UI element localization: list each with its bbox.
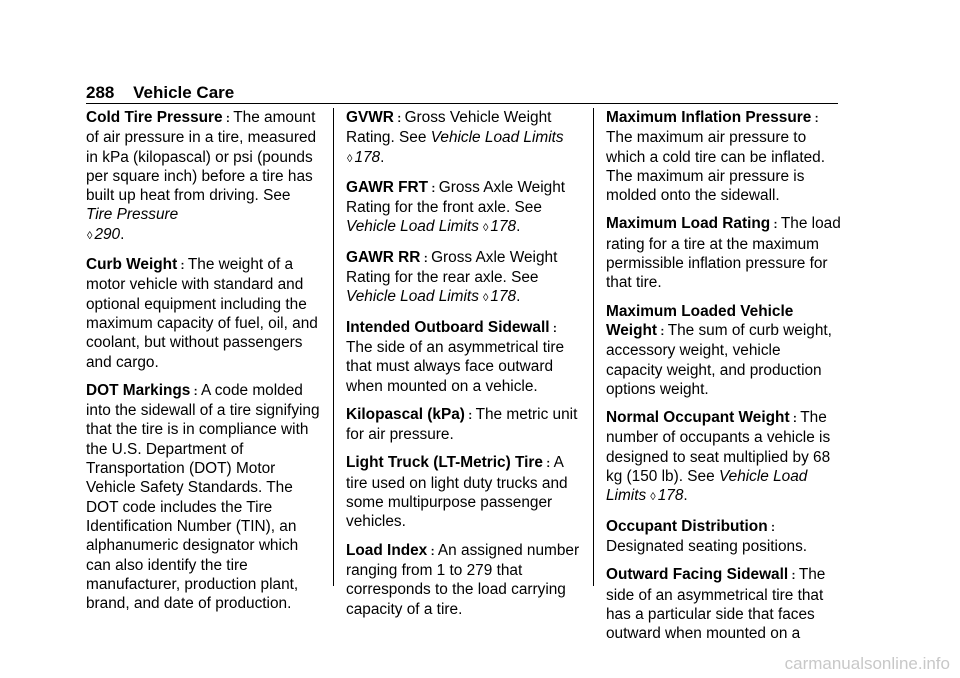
glossary-entry: GAWR RR : Gross Axle Weight Rating for the rear axle. See Vehicle Load Limits ◊ 178. (346, 248, 558, 306)
definition-tail: . (683, 487, 688, 505)
glossary-entry: Occupant Distribution : Designated seating positions. (606, 517, 808, 555)
glossary-term: Occupant Distribution (606, 517, 768, 535)
glossary-definition: The metric unit for air pressure. (346, 405, 578, 444)
column-2 (346, 108, 581, 628)
glossary-definition: The sum of curb weight, accessory weight, vehicle capacity weight, and production options weight. (606, 321, 832, 398)
cross-reference-page[interactable]: 290 (94, 225, 121, 243)
glossary-definition: The amount of air pressure in a tire, measured in kPa (kilopascal) or psi (pounds per square inch) before a tire has built up heat from driving. See (86, 109, 317, 205)
cross-reference-link[interactable]: Vehicle Load Limits (346, 288, 479, 306)
glossary-term: GAWR FRT (346, 178, 429, 196)
glossary-definition: The load rating for a tire at the maximum permissible inflation pressure for that tire. (606, 215, 841, 292)
glossary-definition: An assigned number ranging from 1 to 279 that corresponds to the load carrying capacity of a tire. (346, 541, 580, 618)
section-title: Vehicle Care (133, 83, 235, 102)
glossary-term: Cold Tire Pressure (86, 109, 223, 126)
glossary-definition: The number of occupants a vehicle is designed to seat multiplied by 68 kg (150 lb). See (606, 409, 831, 486)
definition-tail: . (380, 148, 385, 166)
glossary-entry: Load Index : An assigned number ranging from 1 to 279 that corresponds to the load carrying capacity of a tire. (346, 541, 580, 618)
site-watermark: carmanualsonline.info (784, 654, 950, 673)
column-divider (593, 108, 594, 586)
page-number: 288 (86, 83, 115, 102)
glossary-term: DOT Markings (86, 381, 191, 399)
glossary-entry: Maximum Loaded Vehicle Weight : The sum of curb weight, accessory weight, vehicle capacity weight, and production options weight. (606, 302, 832, 398)
cross-reference-page[interactable]: 178 (490, 288, 517, 306)
page-ref-icon: ◊ (479, 292, 489, 305)
glossary-definition: The side of an asymmetrical tire that must always face outward when mounted on a vehicle. (346, 338, 565, 395)
glossary-definition: A tire used on light duty trucks and some multipurpose passenger vehicles. (346, 454, 568, 531)
glossary-definition: Gross Axle Weight Rating for the front axle. See (346, 178, 566, 217)
column-3 (606, 108, 841, 652)
glossary-term: Kilopascal (kPa) (346, 405, 465, 423)
glossary-definition: The side of an asymmetrical tire that has a particular side that faces outward when mounted on a (606, 566, 826, 643)
page-ref-icon: ◊ (647, 491, 656, 504)
glossary-definition: The maximum air pressure to which a cold tire can be inflated. The maximum air pressure is molded onto the sidewall. (606, 129, 826, 205)
page-ref-icon: ◊ (87, 229, 93, 242)
cross-reference-page[interactable]: 178 (490, 218, 517, 236)
cross-reference-link[interactable]: Vehicle Load Limits (606, 468, 808, 505)
cross-reference-link[interactable]: Vehicle Load Limits (346, 218, 479, 236)
column-1 (86, 108, 321, 622)
glossary-entry: Kilopascal (kPa) : The metric unit for air pressure. (346, 405, 578, 444)
glossary-entry: Maximum Load Rating : The load rating for a tire at the maximum permissible inflation pressure for that tire. (606, 215, 841, 292)
glossary-term: Maximum Loaded Vehicle Weight (606, 302, 794, 339)
page-header (86, 82, 838, 104)
glossary-term: GAWR RR (346, 248, 421, 266)
definition-tail: . (516, 288, 521, 306)
glossary-term: Outward Facing Sidewall (606, 566, 789, 584)
page-ref-icon: ◊ (347, 152, 353, 165)
cross-reference-page[interactable]: 178 (657, 487, 684, 505)
cross-reference-page[interactable]: 178 (354, 148, 381, 166)
glossary-definition: Gross Axle Weight Rating for the rear axle. See (346, 248, 558, 287)
glossary-term: Intended Outboard Sidewall (346, 318, 550, 336)
glossary-entry: Normal Occupant Weight : The number of occupants a vehicle is designed to seat multiplied by 68 kg (150 lb). See Vehicle Load Limits ◊ 178. (606, 409, 831, 505)
glossary-definition: The weight of a motor vehicle with standard and optional equipment including the maximum capacity of fuel, oil, and coolant, but without passengers and cargo. (86, 256, 318, 371)
glossary-term: Maximum Load Rating (606, 215, 771, 233)
cross-reference-link[interactable]: Tire Pressure (86, 206, 179, 224)
glossary-term: Load Index (346, 541, 428, 559)
glossary-entry: Maximum Inflation Pressure : The maximum air pressure to which a cold tire can be inflated. The maximum air pressure is molded onto the sidewall. (606, 109, 826, 205)
glossary-entry: Cold Tire Pressure : The amount of air pressure in a tire, measured in kPa (kilopascal) or psi (pounds per square inch) before a tire has built up heat from driving. See Tire Pressure ◊ 290. (86, 109, 317, 243)
glossary-term: GVWR (346, 109, 394, 126)
column-divider (333, 108, 334, 586)
page-ref-icon: ◊ (479, 222, 489, 235)
definition-tail: . (120, 225, 125, 243)
glossary-definition: Gross Vehicle Weight Rating. See (346, 109, 552, 147)
header-rule (86, 103, 838, 104)
glossary-entry: Outward Facing Sidewall : The side of an asymmetrical tire that has a particular side that faces outward when mounted on a (606, 566, 826, 643)
glossary-definition: Designated seating positions. (606, 537, 808, 555)
glossary-entry: Intended Outboard Sidewall : The side of an asymmetrical tire that must always face outward when mounted on a vehicle. (346, 318, 565, 395)
glossary-entry: GVWR : Gross Vehicle Weight Rating. See Vehicle Load Limits ◊ 178. (346, 109, 564, 166)
glossary-definition: A code molded into the sidewall of a tire signifying that the tire is in compliance with the U.S. Department of Transportation (DOT) Motor Vehicle Safety Standards. The DOT code includes the Tire Identification Number (TIN), an alphanumeric designator which can also identify the tire manufacturer, production plant, brand, and date of production. (86, 381, 320, 613)
definition-tail: . (516, 218, 521, 236)
glossary-term: Curb Weight (86, 256, 178, 274)
glossary-term: Normal Occupant Weight (606, 409, 790, 427)
glossary-term: Maximum Inflation Pressure (606, 109, 812, 126)
cross-reference-link[interactable]: Vehicle Load Limits (430, 129, 564, 147)
glossary-entry: Light Truck (LT-Metric) Tire : A tire used on light duty trucks and some multipurpose passenger vehicles. (346, 454, 568, 531)
glossary-term: Light Truck (LT-Metric) Tire (346, 454, 543, 472)
glossary-entry: DOT Markings : A code molded into the sidewall of a tire signifying that the tire is in compliance with the U.S. Department of Transportation (DOT) Motor Vehicle Safety Standards. The DOT code includes the Tire Identification Number (TIN), an alphanumeric designator which can also identify the tire manufacturer, production plant, brand, and date of production. (86, 381, 320, 613)
glossary-entry: Curb Weight : The weight of a motor vehicle with standard and optional equipment including the maximum capacity of fuel, oil, and coolant, but without passengers and cargo. (86, 256, 318, 371)
glossary-entry: GAWR FRT : Gross Axle Weight Rating for the front axle. See Vehicle Load Limits ◊ 178. (346, 178, 566, 236)
